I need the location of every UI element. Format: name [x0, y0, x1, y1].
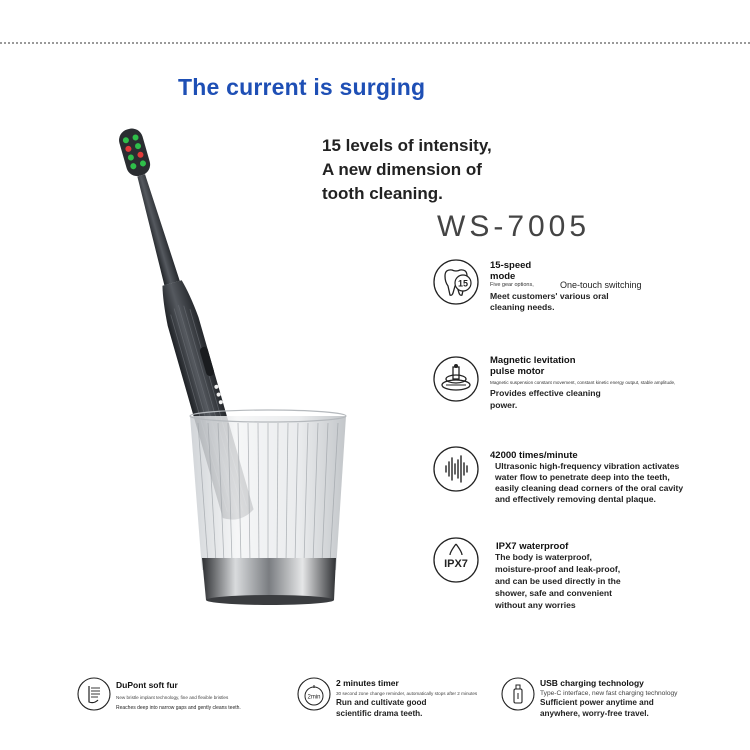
headline: The current is surging	[178, 74, 426, 100]
bristle-icon	[76, 676, 112, 712]
feature-body-line1: Ultrasonic high-frequency vibration activates	[495, 461, 680, 471]
bottom-feature-usb	[500, 676, 740, 726]
feature-body-line2: power.	[490, 400, 518, 410]
motor-icon	[432, 355, 480, 403]
feature-title: IPX7 waterproof	[496, 541, 569, 552]
feature-body-line4: shower, safe and convenient	[495, 588, 613, 598]
feature-body-line2: cleaning needs.	[490, 302, 555, 312]
toothbrush-in-cup-image	[110, 118, 360, 613]
subheading	[322, 134, 582, 206]
feature-body-line3: easily cleaning dead corners of the oral cavity	[495, 483, 684, 493]
feature-speed-mode	[432, 258, 732, 318]
feature-title: Magnetic levitation	[490, 355, 576, 366]
timer-icon-label: 2min	[307, 694, 321, 701]
bottom-feature-body-line1: Run and cultivate good	[336, 698, 427, 707]
feature-frequency	[432, 445, 732, 505]
feature-waterproof	[432, 536, 732, 616]
waterproof-icon-label: IPX7	[444, 558, 468, 570]
bottom-feature-title: USB charging technology	[540, 678, 644, 688]
bottom-feature-body-line1: Sufficient power anytime and	[540, 698, 654, 707]
bottom-feature-body: Reaches deep into narrow gaps and gently cleans teeth.	[116, 705, 241, 711]
feature-note: Five gear options,	[490, 282, 534, 288]
bottom-feature-body-line2: scientific drama teeth.	[336, 709, 423, 718]
feature-aside: One-touch switching	[560, 280, 642, 290]
subhead-line-2: A new dimension of	[322, 160, 482, 179]
bottom-feature-title: 2 minutes timer	[336, 678, 399, 688]
feature-body-line1: Meet customers' various oral	[490, 291, 609, 301]
soundwave-icon	[432, 445, 480, 493]
subhead-line-1: 15 levels of intensity,	[322, 136, 492, 155]
feature-body-line3: and can be used directly in the	[495, 576, 621, 586]
feature-body-line2: moisture-proof and leak-proof,	[495, 564, 621, 574]
timer-icon	[296, 676, 332, 712]
tooth-15-icon	[432, 258, 480, 306]
feature-body-line1: The body is waterproof,	[495, 552, 592, 562]
feature-title-line2: mode	[490, 271, 516, 282]
tooth-15-icon-label: 15	[457, 278, 469, 289]
feature-motor	[432, 355, 732, 415]
bottom-feature-note: Type-C interface, new fast charging technology	[540, 690, 678, 697]
bottom-feature-bristles	[76, 676, 286, 726]
usb-icon	[500, 676, 536, 712]
feature-title: 42000 times/minute	[490, 450, 578, 461]
bottom-feature-body-line2: anywhere, worry-free travel.	[540, 709, 649, 718]
feature-title: 15-speed	[490, 260, 532, 271]
feature-body-line1: Provides effective cleaning	[490, 388, 601, 398]
feature-title-line2: pulse motor	[490, 366, 545, 377]
waterproof-icon	[432, 536, 480, 584]
feature-note: Magnetic suspension constant movement, constant kinetic energy output, stable amplitude,	[490, 380, 676, 385]
feature-body-line5: without any worries	[495, 600, 576, 610]
bottom-feature-note: 30 second zone change reminder, automatically stops after 2 minutes	[336, 691, 478, 696]
bottom-feature-title: DuPont soft fur	[116, 680, 178, 690]
feature-body-line4: and effectively removing dental plaque.	[495, 494, 656, 504]
bottom-feature-timer	[296, 676, 506, 726]
dotted-divider	[0, 42, 750, 44]
subhead-line-3: tooth cleaning.	[322, 184, 443, 203]
model-number: WS-7005	[437, 210, 591, 243]
feature-body-line2: water flow to penetrate deep into the teeth,	[495, 472, 670, 482]
brush-head	[116, 126, 152, 179]
bottom-feature-note: New bristle implant technology, fine and flexible bristles	[116, 695, 229, 700]
